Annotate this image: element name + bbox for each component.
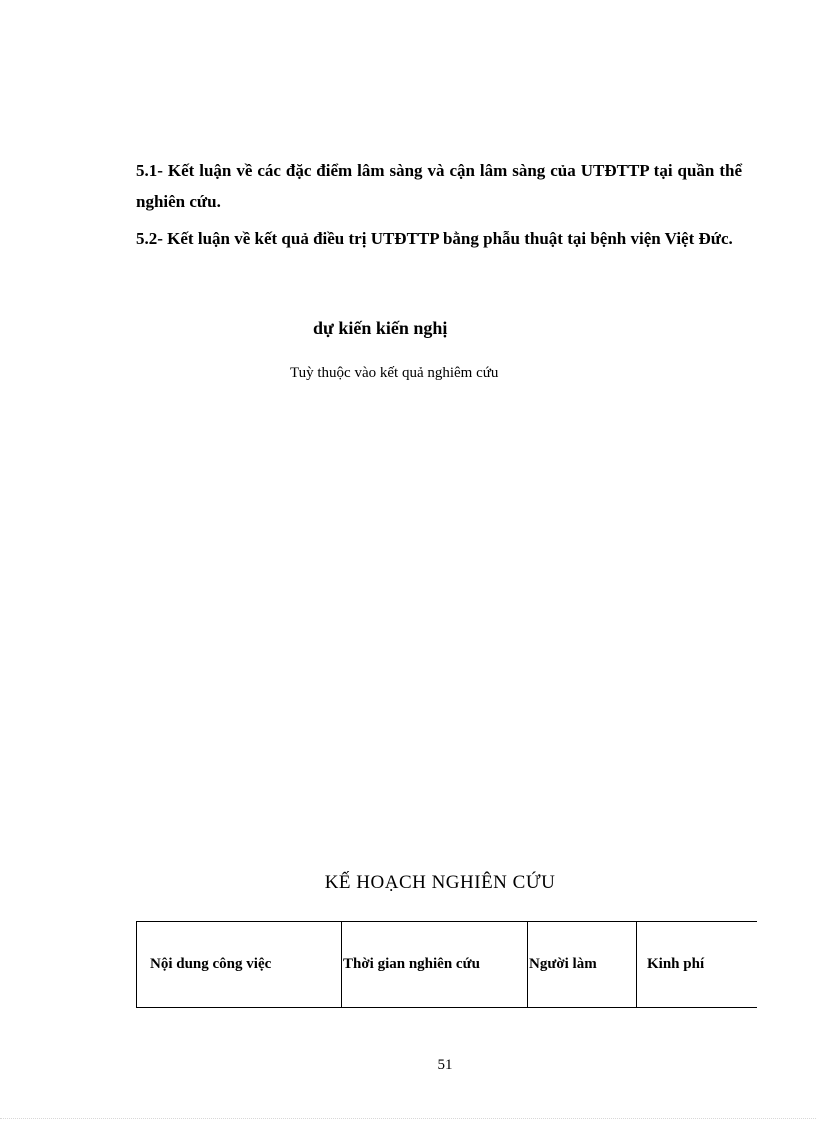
recommendations-text: Tuỳ thuộc vào kết quả nghiêm cứu <box>290 365 499 381</box>
header-cell-research-time: Thời gian nghiên cứu <box>342 922 528 1008</box>
conclusion-5-1: 5.1- Kết luận về các đặc điểm lâm sàng và cận lâm sàng của UTĐTTP tại quần thể nghiên cứu. <box>136 161 742 211</box>
page-number: 51 <box>437 1057 453 1073</box>
page-bottom-divider <box>0 1118 816 1119</box>
header-cell-work-content: Nội dung công việc <box>137 922 342 1008</box>
conclusion-5-2: 5.2- Kết luận về kết quả điều trị UTĐTTP bằng phẫu thuật tại bệnh viện Việt Đức. <box>136 229 733 248</box>
header-cell-person: Người làm <box>528 922 637 1008</box>
recommendations-heading: dự kiến kiến nghị <box>313 318 448 338</box>
header-cell-budget: Kinh phí <box>637 922 758 1008</box>
table-header-row <box>137 922 758 1008</box>
research-plan-title: KẾ HOẠCH NGHIÊN CỨU <box>324 872 556 893</box>
research-plan-table <box>136 921 757 1008</box>
